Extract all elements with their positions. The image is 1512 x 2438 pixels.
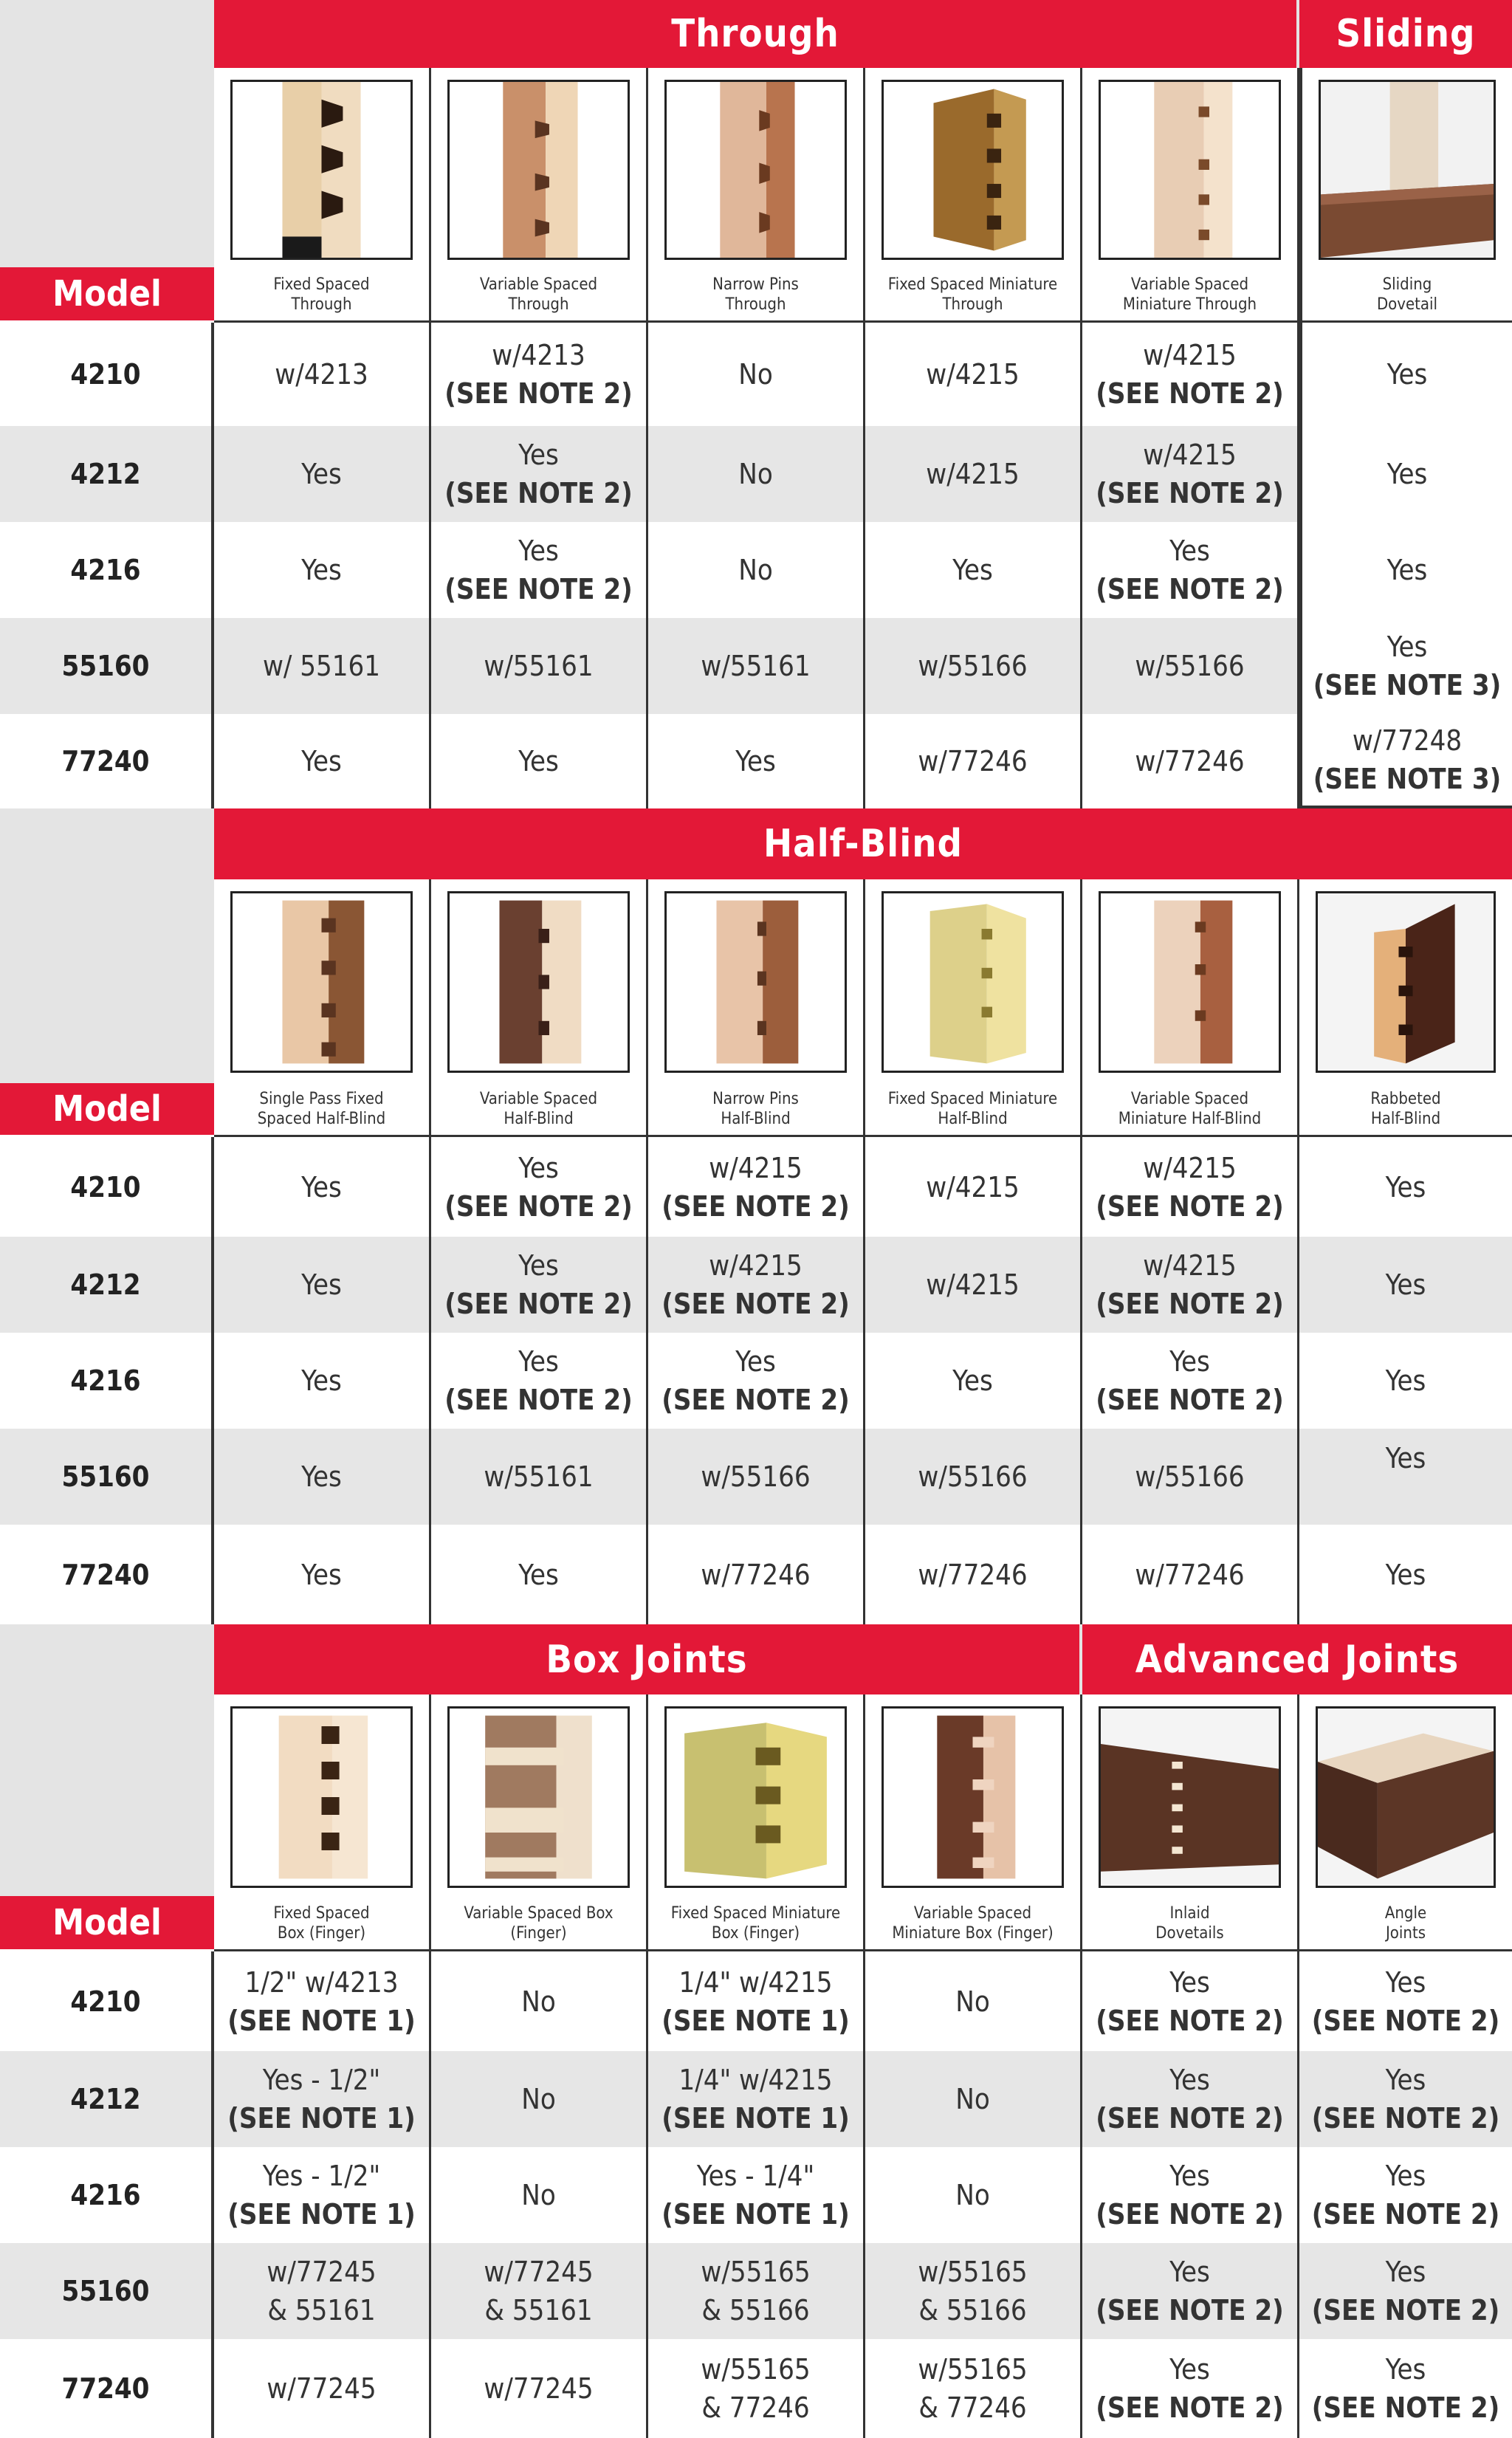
data-cell: Yes (SEE NOTE 2) bbox=[1082, 2051, 1299, 2147]
column-miniature-half-blind bbox=[865, 879, 1082, 1135]
data-cell: w/55161 bbox=[431, 618, 648, 714]
section-through-sliding bbox=[0, 0, 1512, 808]
variable-miniature-through-image bbox=[1099, 80, 1281, 260]
column-fixed-spaced-through bbox=[214, 68, 431, 320]
narrow-pins-half-blind-image bbox=[664, 891, 847, 1073]
data-cell: No bbox=[431, 1951, 648, 2051]
through-dovetail-image bbox=[230, 80, 413, 260]
model-column-header: Model bbox=[0, 267, 214, 320]
data-cell: Yes (SEE NOTE 2) bbox=[1082, 522, 1299, 618]
data-cell: Yes bbox=[865, 522, 1082, 618]
rabbeted-half-blind-image bbox=[1316, 891, 1496, 1073]
data-cell: w/4215 (SEE NOTE 2) bbox=[1082, 426, 1299, 522]
data-cell: Yes - 1/4" (SEE NOTE 1) bbox=[648, 2147, 865, 2243]
column-caption: Narrow Pins Through bbox=[712, 275, 799, 314]
data-cell: Yes bbox=[865, 1333, 1082, 1429]
data-cell: w/77246 bbox=[1082, 1525, 1299, 1624]
data-cell: Yes (SEE NOTE 2) bbox=[1311, 2256, 1500, 2327]
model-cell: 55160 bbox=[0, 2243, 214, 2339]
table-row bbox=[0, 522, 1512, 618]
miniature-half-blind-image bbox=[882, 891, 1064, 1073]
data-cell: w/55165 & 55166 bbox=[648, 2243, 865, 2339]
data-cell: 1/4" w/4215 (SEE NOTE 1) bbox=[648, 2051, 865, 2147]
column-fixed-box-joint bbox=[214, 1694, 431, 1949]
column-caption: Variable Spaced Miniature Half-Blind bbox=[1118, 1090, 1262, 1128]
data-cell: Yes bbox=[1385, 1558, 1426, 1591]
model-cell: 77240 bbox=[0, 2339, 214, 2438]
data-cell: w/4215 bbox=[865, 1137, 1082, 1237]
data-cell: Yes - 1/2" (SEE NOTE 1) bbox=[214, 2147, 431, 2243]
data-cell: Yes bbox=[214, 426, 431, 522]
data-cell: w/4213 bbox=[214, 323, 431, 426]
data-cell: Yes bbox=[1299, 426, 1512, 522]
data-cell: w/77245 & 55161 bbox=[214, 2243, 431, 2339]
data-cell: w/4215 (SEE NOTE 2) bbox=[1082, 1137, 1299, 1237]
table-row bbox=[0, 1137, 1512, 1237]
data-cell: w/77246 bbox=[1082, 714, 1299, 808]
data-cell: 1/4" w/4215 (SEE NOTE 1) bbox=[648, 1951, 865, 2051]
model-cell: 4210 bbox=[0, 1137, 214, 1237]
data-cell: w/55166 bbox=[648, 1429, 865, 1525]
data-cell: Yes (SEE NOTE 2) bbox=[1082, 2243, 1299, 2339]
data-cell: w/4215 bbox=[865, 426, 1082, 522]
variable-miniature-box-joint-image bbox=[882, 1706, 1064, 1888]
data-cell: Yes bbox=[214, 1237, 431, 1333]
table-row bbox=[0, 2339, 1512, 2438]
data-cell: w/77245 bbox=[214, 2339, 431, 2438]
data-cell: w/77248 (SEE NOTE 3) bbox=[1299, 714, 1512, 808]
model-cell: 4210 bbox=[0, 1951, 214, 2051]
data-cell: No bbox=[648, 426, 865, 522]
column-angle-joints bbox=[1299, 1694, 1512, 1949]
column-caption: Variable Spaced Miniature Through bbox=[1122, 275, 1257, 314]
sliding-dovetail-image bbox=[1319, 80, 1496, 260]
table-row bbox=[0, 426, 1512, 522]
data-cell: Yes bbox=[214, 1333, 431, 1429]
half-blind-image bbox=[230, 891, 413, 1073]
data-cell: Yes bbox=[1385, 1364, 1426, 1397]
data-cell: w/77246 bbox=[865, 1525, 1082, 1624]
data-cell: w/55165 & 77246 bbox=[865, 2339, 1082, 2438]
column-miniature-box-joint bbox=[648, 1694, 865, 1949]
group-header-through: Through bbox=[214, 0, 1296, 68]
miniature-box-joint-image bbox=[664, 1706, 847, 1888]
data-cell: w/55165 & 77246 bbox=[648, 2339, 865, 2438]
table-row bbox=[0, 1525, 1512, 1624]
data-cell: Yes bbox=[431, 1525, 648, 1624]
group-header-box-joints: Box Joints bbox=[214, 1624, 1079, 1694]
data-cell: Yes (SEE NOTE 2) bbox=[648, 1333, 865, 1429]
data-cell: w/55166 bbox=[865, 1429, 1082, 1525]
data-cell: No bbox=[865, 1951, 1082, 2051]
data-cell: Yes bbox=[648, 714, 865, 808]
data-cell: No bbox=[431, 2051, 648, 2147]
data-cell: No bbox=[865, 2051, 1082, 2147]
column-variable-spaced-through bbox=[431, 68, 648, 320]
column-caption: Inlaid Dovetails bbox=[1155, 1904, 1224, 1943]
data-cell: Yes bbox=[214, 1429, 431, 1525]
group-header-advanced-joints: Advanced Joints bbox=[1082, 1624, 1512, 1694]
data-cell: Yes (SEE NOTE 2) bbox=[1311, 2160, 1500, 2231]
data-cell: w/77246 bbox=[648, 1525, 865, 1624]
data-cell: w/55165 & 55166 bbox=[865, 2243, 1082, 2339]
data-cell: w/55166 bbox=[865, 618, 1082, 714]
data-cell: w/4215 bbox=[865, 1237, 1082, 1333]
model-cell: 4216 bbox=[0, 1333, 214, 1429]
data-cell: Yes bbox=[431, 714, 648, 808]
narrow-pins-image bbox=[664, 80, 847, 260]
column-caption: Single Pass Fixed Spaced Half-Blind bbox=[257, 1090, 386, 1128]
data-cell: w/4215 (SEE NOTE 2) bbox=[648, 1237, 865, 1333]
column-caption: Variable Spaced Miniature Box (Finger) bbox=[892, 1904, 1054, 1943]
data-cell: No bbox=[431, 2147, 648, 2243]
data-cell: Yes (SEE NOTE 2) bbox=[431, 426, 648, 522]
table-row bbox=[0, 2147, 1512, 2243]
column-caption: Angle Joints bbox=[1384, 1904, 1427, 1943]
column-caption: Fixed Spaced Miniature Through bbox=[887, 275, 1058, 314]
column-variable-half-blind bbox=[431, 879, 648, 1135]
data-cell: Yes (SEE NOTE 2) bbox=[431, 1137, 648, 1237]
box-joint-image bbox=[230, 1706, 413, 1888]
column-caption: Fixed Spaced Miniature Box (Finger) bbox=[670, 1904, 841, 1943]
data-cell: Yes bbox=[1385, 1170, 1426, 1203]
data-cell: w/4213 (SEE NOTE 2) bbox=[431, 323, 648, 426]
variable-box-joint-image bbox=[447, 1706, 630, 1888]
column-sliding-dovetail bbox=[1299, 68, 1512, 320]
model-cell: 77240 bbox=[0, 1525, 214, 1624]
data-cell: Yes bbox=[214, 1525, 431, 1624]
table-row bbox=[0, 2051, 1512, 2147]
data-cell: w/4215 (SEE NOTE 2) bbox=[1082, 323, 1299, 426]
data-cell: 1/2" w/4213 (SEE NOTE 1) bbox=[214, 1951, 431, 2051]
data-cell: Yes (SEE NOTE 2) bbox=[1082, 2339, 1299, 2438]
table-row bbox=[0, 618, 1512, 714]
data-cell: Yes bbox=[214, 1137, 431, 1237]
table-row bbox=[0, 1951, 1512, 2051]
variable-miniature-half-blind-image bbox=[1099, 891, 1281, 1073]
data-cell: w/4215 (SEE NOTE 2) bbox=[648, 1137, 865, 1237]
data-cell: Yes (SEE NOTE 2) bbox=[431, 522, 648, 618]
table-row bbox=[0, 2243, 1512, 2339]
column-single-pass-half-blind bbox=[214, 879, 431, 1135]
column-caption: Fixed Spaced Miniature Half-Blind bbox=[887, 1090, 1058, 1128]
miniature-through-image bbox=[882, 80, 1064, 260]
section-box-advanced bbox=[0, 1624, 1512, 2438]
data-cell: w/ 55161 bbox=[214, 618, 431, 714]
model-cell: 4210 bbox=[0, 323, 214, 426]
column-fixed-spaced-miniature-through bbox=[865, 68, 1082, 320]
column-rabbeted-half-blind bbox=[1299, 879, 1512, 1135]
group-header-half-blind: Half-Blind bbox=[214, 808, 1512, 879]
model-cell: 55160 bbox=[0, 1429, 214, 1525]
data-cell: No bbox=[865, 2147, 1082, 2243]
data-cell: w/55161 bbox=[431, 1429, 648, 1525]
data-cell: Yes bbox=[1385, 1268, 1426, 1301]
column-caption: Fixed Spaced Through bbox=[273, 275, 370, 314]
column-variable-spaced-miniature-through bbox=[1082, 68, 1299, 320]
table-row bbox=[0, 1429, 1512, 1525]
data-cell: No bbox=[648, 323, 865, 426]
data-cell: Yes bbox=[214, 522, 431, 618]
column-variable-box-joint bbox=[431, 1694, 648, 1949]
model-cell: 4216 bbox=[0, 522, 214, 618]
table-row bbox=[0, 1333, 1512, 1429]
data-cell: Yes (SEE NOTE 2) bbox=[1082, 1951, 1299, 2051]
data-cell: Yes bbox=[1299, 522, 1512, 618]
data-cell: No bbox=[648, 522, 865, 618]
data-cell: Yes bbox=[1385, 1442, 1426, 1474]
data-cell: w/4215 (SEE NOTE 2) bbox=[1082, 1237, 1299, 1333]
column-caption: Variable Spaced Through bbox=[479, 275, 598, 314]
model-column-header: Model bbox=[0, 1083, 214, 1135]
column-caption: Variable Spaced Box (Finger) bbox=[464, 1904, 614, 1943]
data-cell: Yes (SEE NOTE 2) bbox=[1311, 2064, 1500, 2135]
data-cell: Yes bbox=[214, 714, 431, 808]
column-caption: Fixed Spaced Box (Finger) bbox=[273, 1904, 370, 1943]
column-caption: Rabbeted Half-Blind bbox=[1370, 1090, 1441, 1128]
data-cell: w/4215 bbox=[865, 323, 1082, 426]
column-narrow-pins-through bbox=[648, 68, 865, 320]
column-variable-miniature-box-joint bbox=[865, 1694, 1082, 1949]
model-cell: 4212 bbox=[0, 426, 214, 522]
data-cell: w/55161 bbox=[648, 618, 865, 714]
model-cell: 4216 bbox=[0, 2147, 214, 2243]
data-cell: Yes (SEE NOTE 2) bbox=[431, 1237, 648, 1333]
model-cell: 4212 bbox=[0, 1237, 214, 1333]
column-inlaid-dovetails bbox=[1082, 1694, 1299, 1949]
data-cell: Yes (SEE NOTE 2) bbox=[1311, 1965, 1500, 2037]
data-cell: w/55166 bbox=[1082, 618, 1299, 714]
data-cell: w/77245 & 55161 bbox=[431, 2243, 648, 2339]
table-row bbox=[0, 714, 1512, 808]
group-header-sliding: Sliding bbox=[1299, 0, 1512, 68]
variable-half-blind-image bbox=[447, 891, 630, 1073]
data-cell: Yes bbox=[1299, 323, 1512, 426]
table-row bbox=[0, 323, 1512, 426]
data-cell: w/55166 bbox=[1082, 1429, 1299, 1525]
model-cell: 77240 bbox=[0, 714, 214, 808]
column-caption: Variable Spaced Half-Blind bbox=[479, 1090, 598, 1128]
column-variable-miniature-half-blind bbox=[1082, 879, 1299, 1135]
inlaid-dovetails-image bbox=[1099, 1706, 1281, 1888]
data-cell: Yes (SEE NOTE 3) bbox=[1299, 618, 1512, 714]
section-half-blind bbox=[0, 808, 1512, 1624]
variable-through-image bbox=[447, 80, 630, 260]
data-cell: Yes (SEE NOTE 2) bbox=[1082, 1333, 1299, 1429]
data-cell: w/77246 bbox=[865, 714, 1082, 808]
data-cell: Yes (SEE NOTE 2) bbox=[1311, 2353, 1500, 2424]
model-column-header: Model bbox=[0, 1896, 214, 1949]
data-cell: Yes (SEE NOTE 2) bbox=[1082, 2147, 1299, 2243]
model-cell: 4212 bbox=[0, 2051, 214, 2147]
model-cell: 55160 bbox=[0, 618, 214, 714]
data-cell: w/77245 bbox=[431, 2339, 648, 2438]
table-row bbox=[0, 1237, 1512, 1333]
column-narrow-pins-half-blind bbox=[648, 879, 865, 1135]
data-cell: Yes - 1/2" (SEE NOTE 1) bbox=[214, 2051, 431, 2147]
data-cell: Yes (SEE NOTE 2) bbox=[431, 1333, 648, 1429]
angle-joints-image bbox=[1316, 1706, 1496, 1888]
column-caption: Narrow Pins Half-Blind bbox=[712, 1090, 799, 1128]
column-caption: Sliding Dovetail bbox=[1376, 275, 1438, 314]
